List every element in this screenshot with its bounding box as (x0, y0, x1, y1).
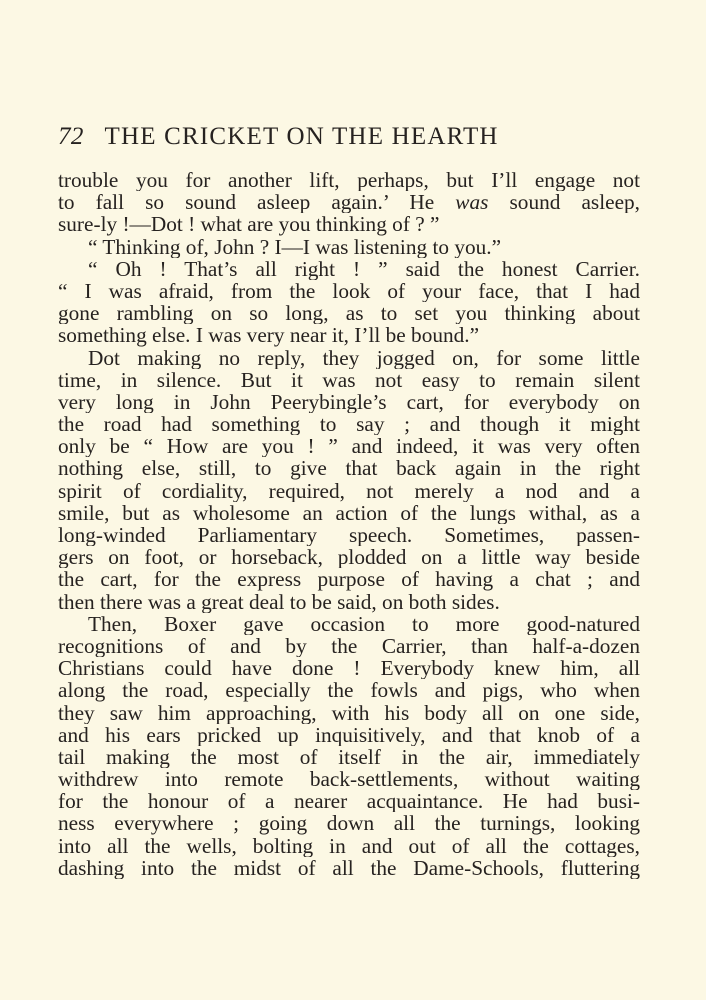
text-run: gone rambling on so long, as to set you thinking about (58, 302, 640, 325)
text-line (58, 812, 640, 834)
text-run: Dot making no reply, they jogged on, for some little (88, 346, 640, 369)
text-run: trouble you for another lift, perhaps, but I’ll engage not (58, 169, 640, 192)
text-run: sure-ly !—Dot ! what are you thinking of ? ” (58, 213, 440, 236)
text-line (58, 546, 640, 568)
text-run: and his ears pricked up inquisitively, and that knob of a (58, 723, 640, 746)
text-line (58, 280, 640, 302)
text-run: the road had something to say ; and though it might (58, 413, 640, 436)
text-run: something else. I was very near it, I’ll be bound.” (58, 324, 480, 347)
emphasis-text: was (455, 191, 489, 214)
text-run: they saw him approaching, with his body all on one side, (58, 701, 640, 724)
text-line (58, 613, 640, 635)
text-line (58, 369, 640, 391)
text-line (58, 324, 640, 346)
text-run: to fall so sound asleep again.’ He (58, 191, 456, 214)
text-line (58, 635, 640, 657)
text-line (58, 191, 640, 213)
text-line (58, 457, 640, 479)
text-line (58, 746, 640, 768)
running-head (58, 121, 640, 153)
text-line (58, 524, 640, 546)
text-run: Then, Boxer gave occasion to more good-natured (88, 612, 640, 635)
text-line (58, 502, 640, 524)
text-run: “ Thinking of, John ? I—I was listening to you.” (88, 235, 502, 258)
text-line (58, 258, 640, 280)
text-line (58, 835, 640, 857)
text-run: long-winded Parliamentary speech. Sometimes, passen- (58, 524, 640, 547)
text-line (58, 657, 640, 679)
text-line (58, 857, 640, 879)
body-text (58, 169, 640, 879)
text-run: time, in silence. But it was not easy to remain silent (58, 368, 640, 391)
text-run: for the honour of a nearer acquaintance. He had busi- (58, 790, 640, 813)
text-line (58, 302, 640, 324)
text-run: into all the wells, bolting in and out of all the cottages, (58, 834, 640, 857)
text-run: “ Oh ! That’s all right ! ” said the honest Carrier. (88, 257, 640, 280)
text-run: recognitions of and by the Carrier, than half-a-dozen (58, 634, 640, 658)
text-run: sound asleep, (488, 191, 640, 214)
text-run: gers on foot, or horseback, plodded on a little way beside (58, 546, 640, 569)
text-run: the cart, for the express purpose of having a chat ; and (58, 568, 640, 591)
text-line (58, 790, 640, 812)
text-run: withdrew into remote back-settlements, without waiting (58, 768, 640, 791)
text-run: tail making the most of itself in the air, immediately (58, 745, 640, 769)
text-line (58, 347, 640, 369)
text-run: nothing else, still, to give that back again in the right (58, 457, 640, 480)
text-line (58, 679, 640, 701)
text-line (58, 413, 640, 435)
text-run: smile, but as wholesome an action of the lungs withal, as a (58, 501, 640, 524)
text-run: very long in John Peerybingle’s cart, for everybody on (58, 390, 640, 414)
text-line (58, 213, 640, 235)
text-run: dashing into the midst of all the Dame-Schools, fluttering (58, 856, 640, 879)
text-line (58, 568, 640, 590)
text-line (58, 591, 640, 613)
text-run: Christians could have done ! Everybody knew him, all (58, 657, 640, 680)
text-run: ness everywhere ; going down all the turnings, looking (58, 812, 640, 835)
text-run: “ I was afraid, from the look of your face, that I had (58, 279, 640, 303)
text-line (58, 435, 640, 457)
text-run: only be “ How are you ! ” and indeed, it was very often (58, 435, 640, 458)
text-line (58, 724, 640, 746)
text-line (58, 391, 640, 413)
text-line (58, 236, 640, 258)
text-line (58, 480, 640, 502)
text-run: along the road, especially the fowls and pigs, who when (58, 679, 640, 702)
book-title: THE CRICKET ON THE HEARTH (104, 123, 499, 150)
text-run: spirit of cordiality, required, not merely a nod and a (58, 479, 640, 502)
text-line (58, 169, 640, 191)
text-line (58, 768, 640, 790)
page-number: 72 (58, 123, 84, 150)
text-run: then there was a great deal to be said, on both sides. (58, 590, 500, 613)
text-line (58, 702, 640, 724)
